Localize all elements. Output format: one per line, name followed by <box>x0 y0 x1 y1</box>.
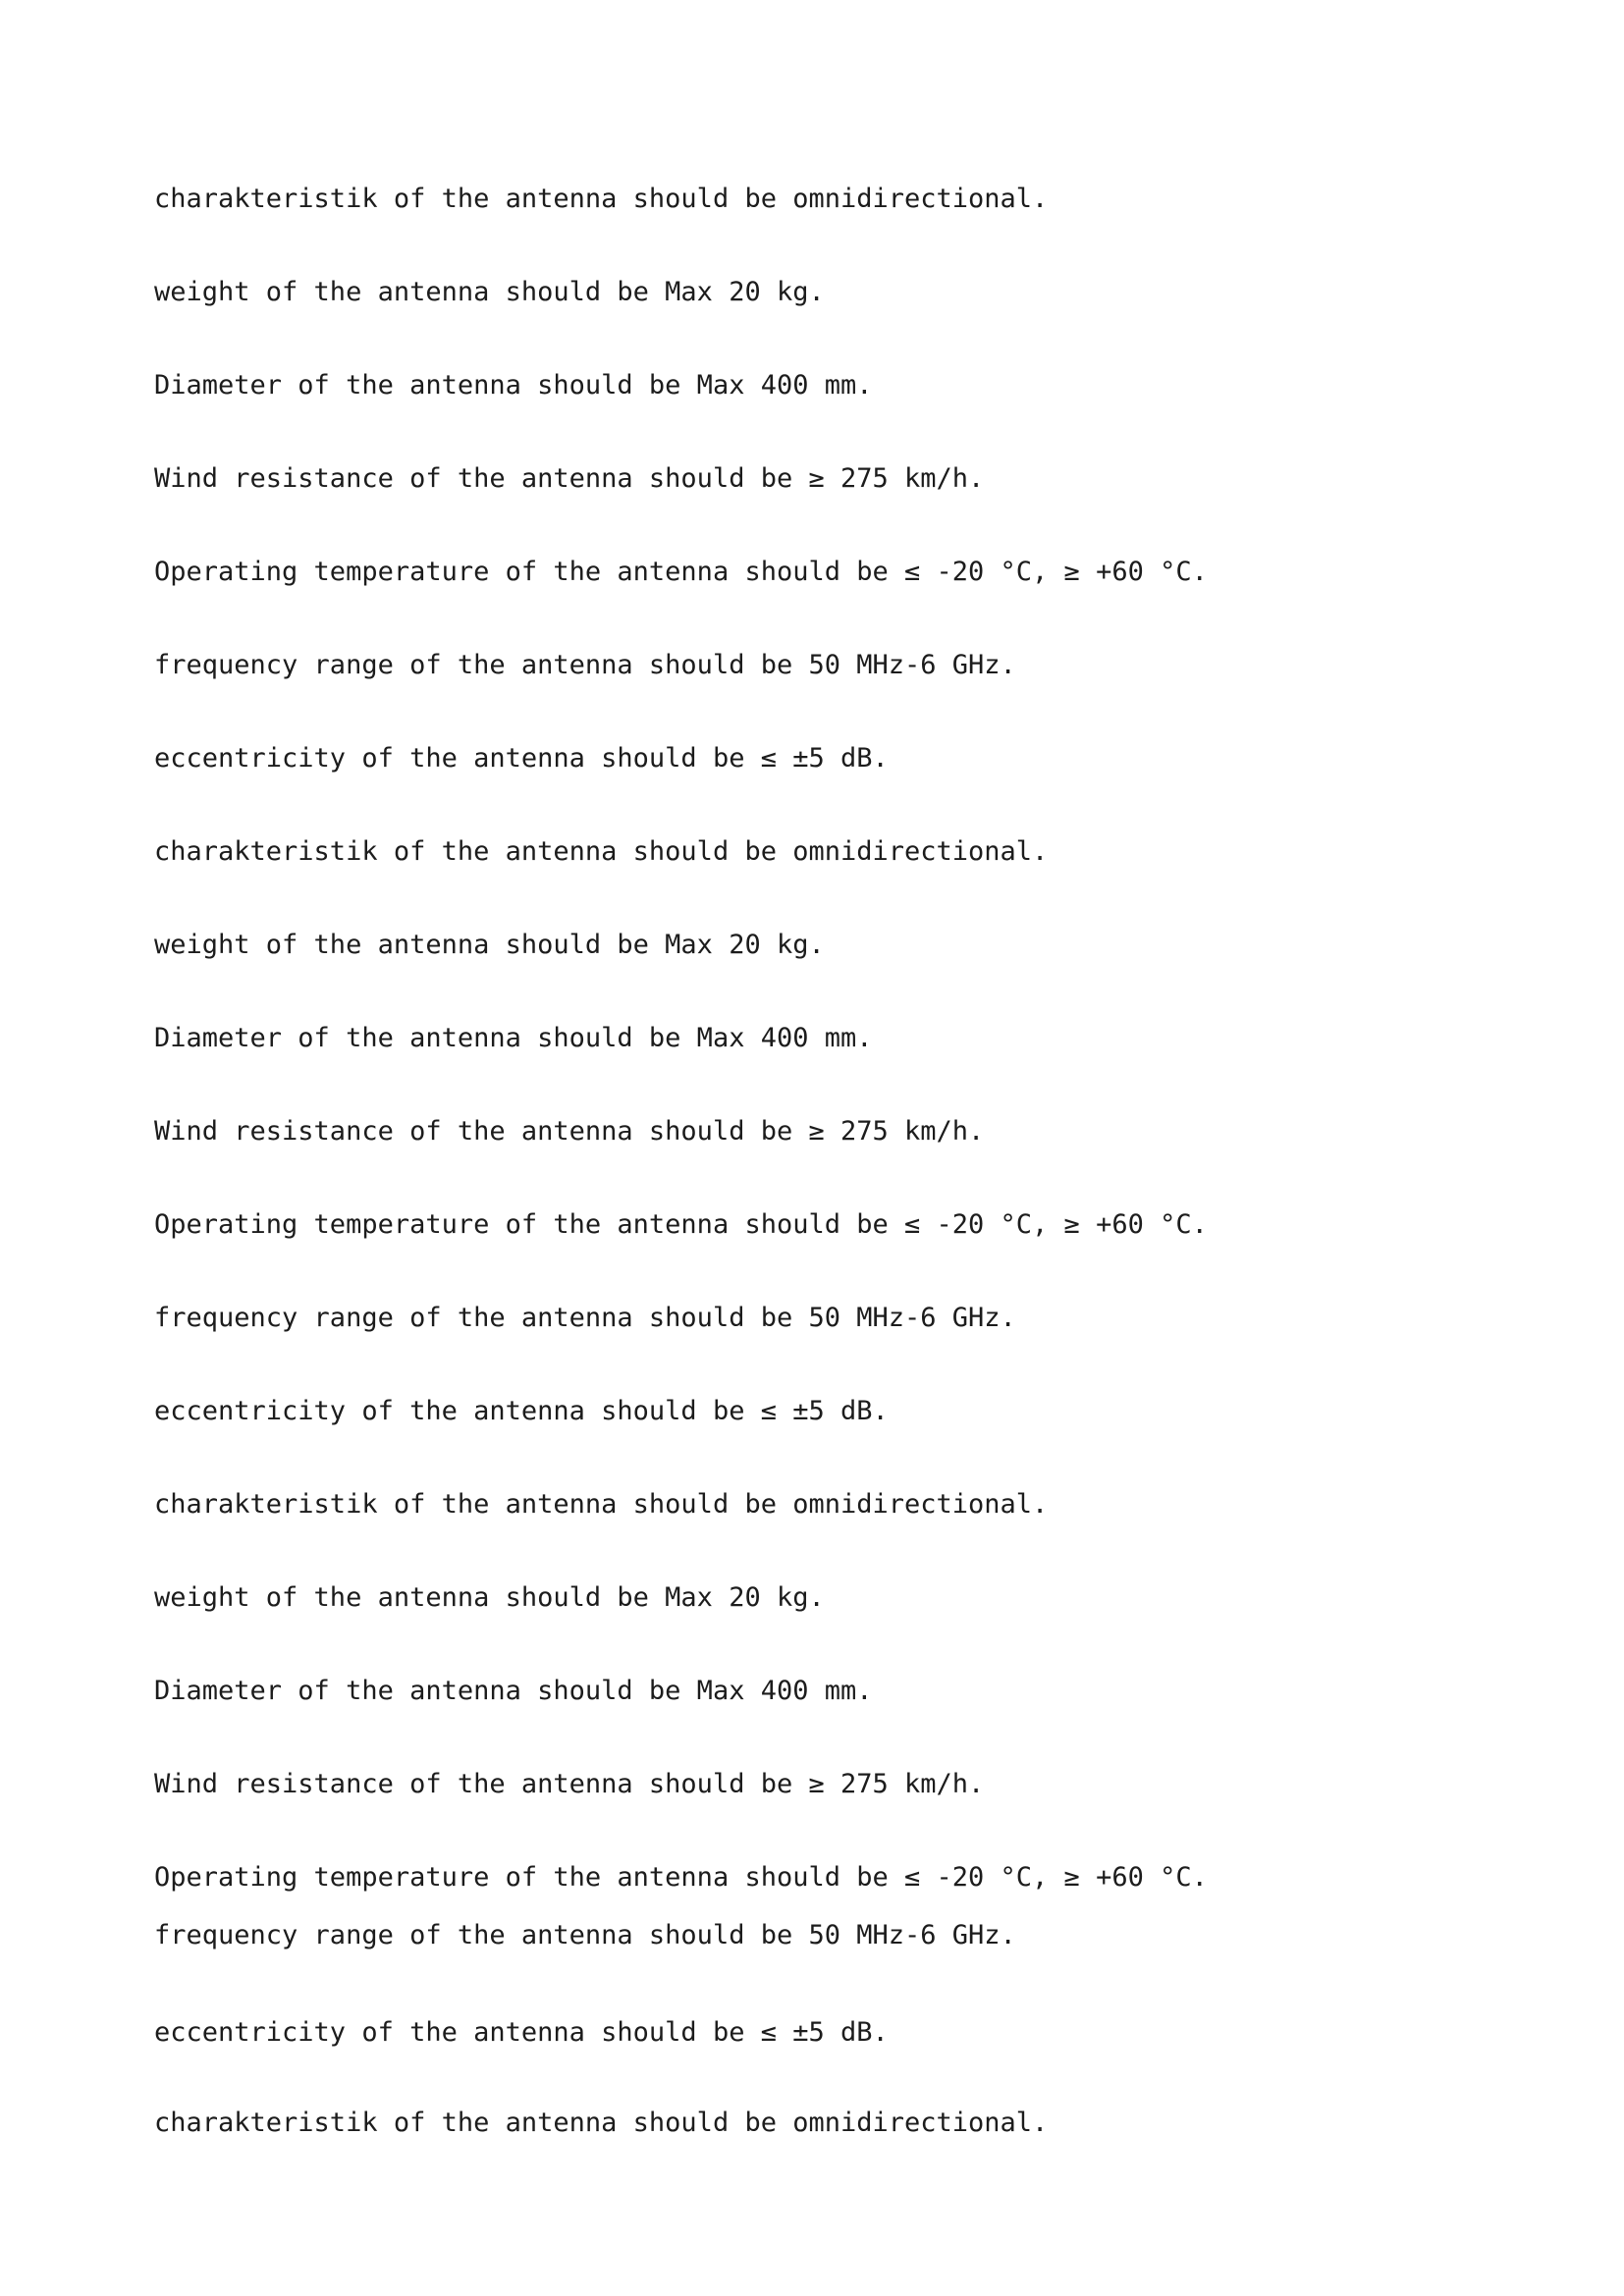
document-line: weight of the antenna should be Max 20 kg. <box>154 1582 825 1613</box>
document-line: Wind resistance of the antenna should be ≥ 275 km/h. <box>154 1116 985 1147</box>
document-line: Diameter of the antenna should be Max 400 mm. <box>154 1023 873 1053</box>
document-line: Operating temperature of the antenna should be ≤ -20 °C, ≥ +60 °C. <box>154 1862 1208 1893</box>
document-line: charakteristik of the antenna should be omnidirectional. <box>154 1489 1049 1520</box>
document-line: frequency range of the antenna should be 50 MHz-6 GHz. <box>154 1303 1016 1333</box>
document-line: Wind resistance of the antenna should be ≥ 275 km/h. <box>154 463 985 494</box>
document-line: Wind resistance of the antenna should be ≥ 275 km/h. <box>154 1769 985 1799</box>
document-line: charakteristik of the antenna should be omnidirectional. <box>154 184 1049 214</box>
document-line: frequency range of the antenna should be 50 MHz-6 GHz. <box>154 650 1016 680</box>
document-line: weight of the antenna should be Max 20 kg. <box>154 277 825 307</box>
document-line: eccentricity of the antenna should be ≤ ±5 dB. <box>154 743 889 774</box>
document-line: eccentricity of the antenna should be ≤ ±5 dB. <box>154 1396 889 1426</box>
document-line: eccentricity of the antenna should be ≤ ±5 dB. <box>154 2017 889 2048</box>
document-line: weight of the antenna should be Max 20 kg. <box>154 930 825 960</box>
document-line: Diameter of the antenna should be Max 400 mm. <box>154 370 873 400</box>
document-line: Diameter of the antenna should be Max 400 mm. <box>154 1676 873 1706</box>
document-line: charakteristik of the antenna should be omnidirectional. <box>154 2108 1049 2138</box>
document-line: Operating temperature of the antenna should be ≤ -20 °C, ≥ +60 °C. <box>154 1209 1208 1240</box>
document-line: charakteristik of the antenna should be omnidirectional. <box>154 836 1049 867</box>
document-line: frequency range of the antenna should be 50 MHz-6 GHz. <box>154 1920 1016 1950</box>
document-line: Operating temperature of the antenna should be ≤ -20 °C, ≥ +60 °C. <box>154 557 1208 587</box>
